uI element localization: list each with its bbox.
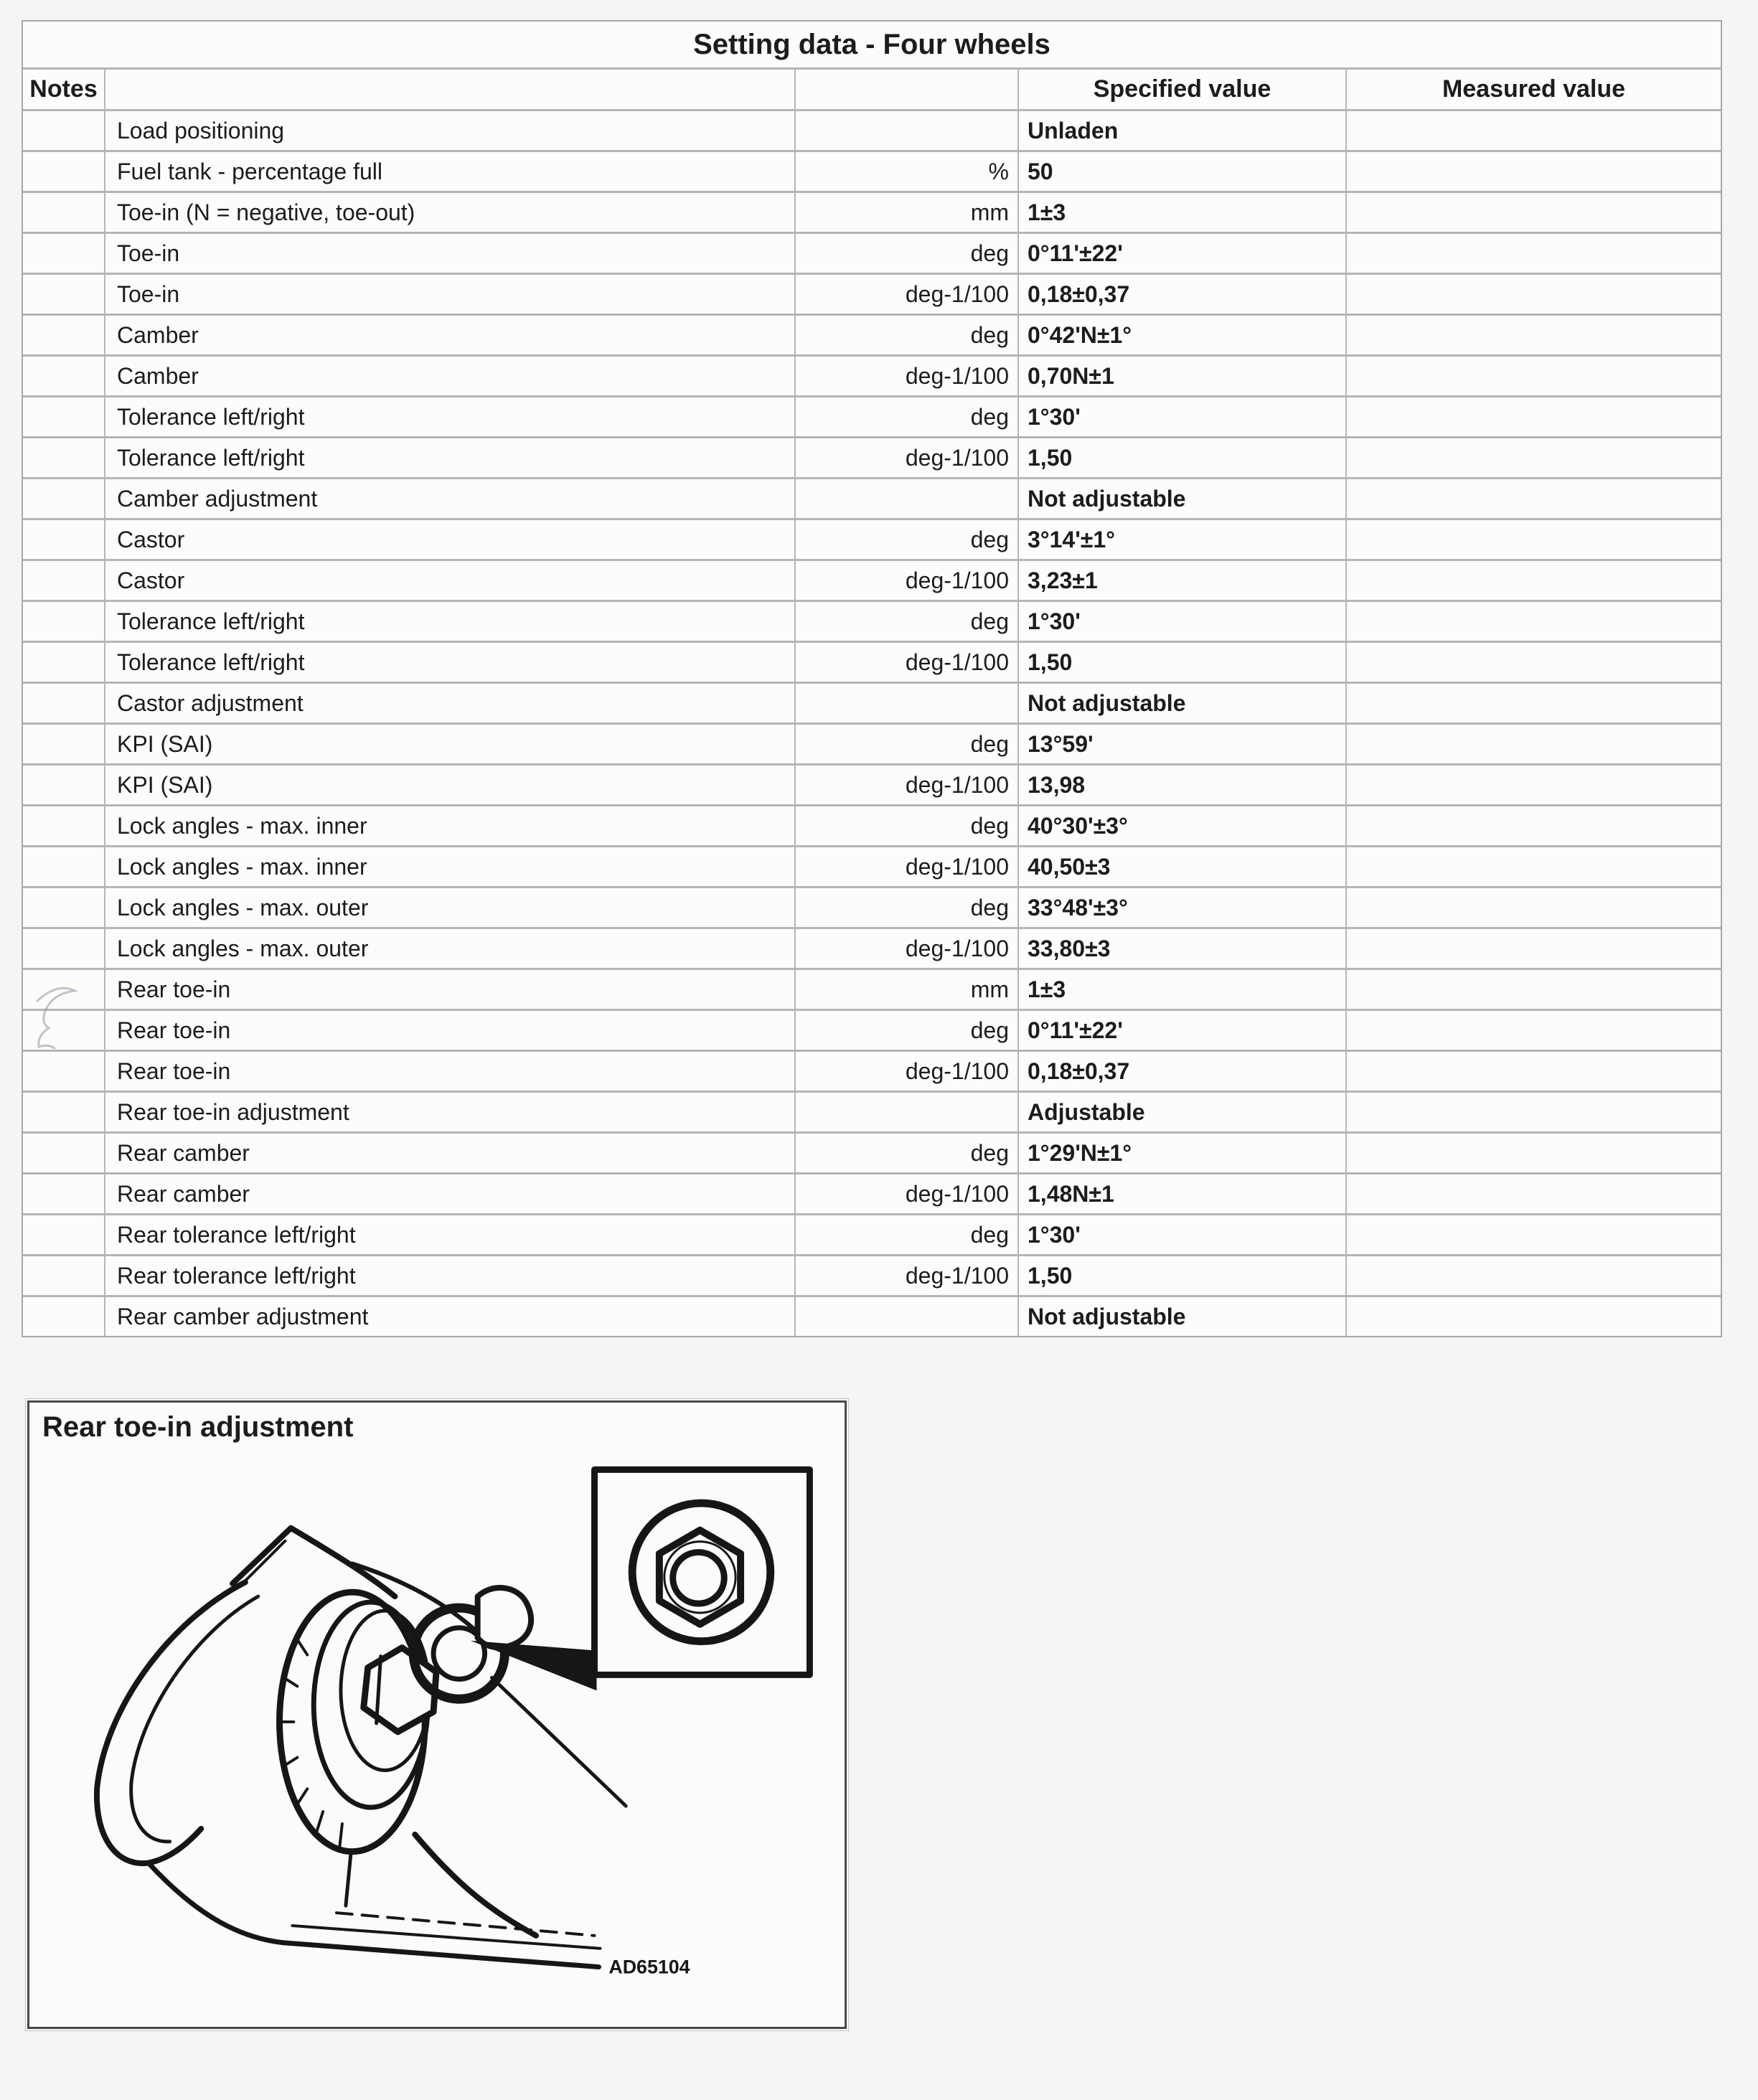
measured-value-cell bbox=[1347, 1093, 1721, 1131]
table-row bbox=[23, 397, 1721, 438]
measured-value-cell bbox=[1347, 1134, 1721, 1172]
table-row bbox=[23, 1011, 1721, 1052]
specified-value: Not adjustable bbox=[1019, 1297, 1347, 1336]
table-row bbox=[23, 1134, 1721, 1174]
table-row bbox=[23, 234, 1721, 275]
specified-value: 3°14'±1° bbox=[1019, 520, 1347, 559]
table-title-row bbox=[23, 22, 1721, 70]
parameter-label: Toe-in bbox=[105, 275, 796, 314]
measured-value-cell bbox=[1347, 1011, 1721, 1050]
table-title: Setting data - Four wheels bbox=[693, 28, 1050, 60]
measured-value-cell bbox=[1347, 602, 1721, 641]
measured-value-cell bbox=[1347, 397, 1721, 436]
notes-cell bbox=[23, 766, 105, 804]
parameter-label: Lock angles - max. inner bbox=[105, 806, 796, 845]
unit-label bbox=[796, 1297, 1019, 1336]
unit-label: mm bbox=[796, 970, 1019, 1009]
unit-label: deg bbox=[796, 602, 1019, 641]
parameter-label: Tolerance left/right bbox=[105, 438, 796, 477]
notes-cell bbox=[23, 1093, 105, 1131]
parameter-label: Castor bbox=[105, 561, 796, 600]
dial-index-pointer bbox=[346, 1855, 351, 1906]
specified-value: 1°29'N±1° bbox=[1019, 1134, 1347, 1172]
parameter-label: Rear camber bbox=[105, 1174, 796, 1213]
parameter-label: Fuel tank - percentage full bbox=[105, 152, 796, 191]
specified-value: 13,98 bbox=[1019, 766, 1347, 804]
unit-label: deg-1/100 bbox=[796, 1052, 1019, 1091]
measured-value-cell bbox=[1347, 806, 1721, 845]
parameter-label: Lock angles - max. outer bbox=[105, 888, 796, 927]
table-row bbox=[23, 357, 1721, 397]
dial-tick-marks bbox=[280, 1639, 342, 1850]
unit-label: deg bbox=[796, 397, 1019, 436]
table-row bbox=[23, 1174, 1721, 1215]
measured-value-cell bbox=[1347, 970, 1721, 1009]
specified-value: 0,18±0,37 bbox=[1019, 275, 1347, 314]
unit-label: deg bbox=[796, 725, 1019, 763]
specified-value: 0°11'±22' bbox=[1019, 1011, 1347, 1050]
notes-cell bbox=[23, 1215, 105, 1254]
unit-label: deg bbox=[796, 1215, 1019, 1254]
table-row bbox=[23, 438, 1721, 479]
table-row bbox=[23, 970, 1721, 1011]
parameter-label: Toe-in (N = negative, toe-out) bbox=[105, 193, 796, 232]
table-row bbox=[23, 1297, 1721, 1336]
specified-value: Not adjustable bbox=[1019, 684, 1347, 722]
parameter-label: Rear toe-in adjustment bbox=[105, 1093, 796, 1131]
table-row bbox=[23, 643, 1721, 684]
table-row bbox=[23, 1256, 1721, 1297]
notes-cell bbox=[23, 847, 105, 886]
bolt-tip bbox=[478, 1588, 531, 1647]
specified-value: 0,18±0,37 bbox=[1019, 1052, 1347, 1091]
notes-cell bbox=[23, 1134, 105, 1172]
unit-label: % bbox=[796, 152, 1019, 191]
magnifier-inset bbox=[594, 1469, 809, 1675]
notes-cell bbox=[23, 1174, 105, 1213]
table-row bbox=[23, 602, 1721, 643]
table-row bbox=[23, 766, 1721, 806]
specified-value: 13°59' bbox=[1019, 725, 1347, 763]
measured-value-cell bbox=[1347, 234, 1721, 273]
column-header-notes: Notes bbox=[23, 70, 105, 109]
unit-label: deg bbox=[796, 888, 1019, 927]
notes-cell bbox=[23, 397, 105, 436]
unit-label: deg-1/100 bbox=[796, 357, 1019, 395]
unit-label: deg bbox=[796, 1134, 1019, 1172]
measured-value-cell bbox=[1347, 193, 1721, 232]
measured-value-cell bbox=[1347, 1256, 1721, 1295]
unit-label: deg bbox=[796, 520, 1019, 559]
specified-value: 40,50±3 bbox=[1019, 847, 1347, 886]
unit-label bbox=[796, 479, 1019, 518]
table-row bbox=[23, 561, 1721, 602]
specified-value: 1°30' bbox=[1019, 602, 1347, 641]
specified-value: 1,48N±1 bbox=[1019, 1174, 1347, 1213]
unit-label: deg bbox=[796, 316, 1019, 354]
specified-value: 1°30' bbox=[1019, 1215, 1347, 1254]
table-row bbox=[23, 725, 1721, 766]
specified-value: Not adjustable bbox=[1019, 479, 1347, 518]
specified-value: 1±3 bbox=[1019, 970, 1347, 1009]
unit-label: deg-1/100 bbox=[796, 766, 1019, 804]
unit-label: deg-1/100 bbox=[796, 1174, 1019, 1213]
parameter-label: Tolerance left/right bbox=[105, 643, 796, 682]
table-row bbox=[23, 806, 1721, 847]
parameter-label: Load positioning bbox=[105, 111, 796, 150]
notes-cell bbox=[23, 438, 105, 477]
specified-value: 1,50 bbox=[1019, 1256, 1347, 1295]
column-header-unit bbox=[796, 70, 1019, 109]
table-row bbox=[23, 847, 1721, 888]
rear-toe-in-diagram bbox=[29, 1403, 845, 2027]
column-header-measured: Measured value bbox=[1442, 75, 1626, 103]
parameter-label: Rear toe-in bbox=[105, 1011, 796, 1050]
parameter-label: Rear camber adjustment bbox=[105, 1297, 796, 1336]
notes-cell bbox=[23, 520, 105, 559]
table-row bbox=[23, 1052, 1721, 1093]
table-row bbox=[23, 929, 1721, 970]
parameter-label: KPI (SAI) bbox=[105, 766, 796, 804]
specified-value: 1°30' bbox=[1019, 397, 1347, 436]
measured-value-cell bbox=[1347, 888, 1721, 927]
unit-label: deg-1/100 bbox=[796, 561, 1019, 600]
parameter-label: Tolerance left/right bbox=[105, 397, 796, 436]
parameter-label: Castor bbox=[105, 520, 796, 559]
unit-label: deg-1/100 bbox=[796, 929, 1019, 968]
specified-value: 33°48'±3° bbox=[1019, 888, 1347, 927]
notes-cell bbox=[23, 275, 105, 314]
table-header-row bbox=[23, 70, 1721, 111]
notes-cell bbox=[23, 684, 105, 722]
parameter-label: Rear toe-in bbox=[105, 1052, 796, 1091]
notes-cell bbox=[23, 929, 105, 968]
specified-value: 1,50 bbox=[1019, 643, 1347, 682]
unit-label: deg bbox=[796, 234, 1019, 273]
measured-value-cell bbox=[1347, 152, 1721, 191]
measured-value-cell bbox=[1347, 684, 1721, 722]
parameter-label: Camber adjustment bbox=[105, 479, 796, 518]
notes-cell bbox=[23, 111, 105, 150]
parameter-label: Rear toe-in bbox=[105, 970, 796, 1009]
specified-value: 1±3 bbox=[1019, 193, 1347, 232]
specified-value: 40°30'±3° bbox=[1019, 806, 1347, 845]
unit-label bbox=[796, 111, 1019, 150]
table-body bbox=[23, 111, 1721, 1336]
notes-cell bbox=[23, 1256, 105, 1295]
measured-value-cell bbox=[1347, 479, 1721, 518]
figure-rear-toe-in-adjustment bbox=[27, 1400, 847, 2029]
notes-cell bbox=[23, 1297, 105, 1336]
table-row bbox=[23, 111, 1721, 152]
table-row bbox=[23, 1215, 1721, 1256]
unit-label: deg-1/100 bbox=[796, 438, 1019, 477]
notes-cell bbox=[23, 888, 105, 927]
measured-value-cell bbox=[1347, 520, 1721, 559]
unit-label bbox=[796, 1093, 1019, 1131]
parameter-label: KPI (SAI) bbox=[105, 725, 796, 763]
notes-cell bbox=[23, 725, 105, 763]
measured-value-cell bbox=[1347, 766, 1721, 804]
table-row bbox=[23, 479, 1721, 520]
notes-cell bbox=[23, 234, 105, 273]
notes-cell bbox=[23, 561, 105, 600]
notes-cell bbox=[23, 316, 105, 354]
column-header-parameter bbox=[105, 70, 796, 109]
parameter-label: Rear tolerance left/right bbox=[105, 1256, 796, 1295]
table-row bbox=[23, 193, 1721, 234]
parameter-label: Lock angles - max. outer bbox=[105, 929, 796, 968]
measured-value-cell bbox=[1347, 929, 1721, 968]
unit-label bbox=[796, 684, 1019, 722]
unit-label: deg bbox=[796, 1011, 1019, 1050]
measured-value-cell bbox=[1347, 847, 1721, 886]
figure-title: Rear toe-in adjustment bbox=[42, 1411, 354, 1443]
measured-value-cell bbox=[1347, 357, 1721, 395]
measured-value-cell bbox=[1347, 275, 1721, 314]
notes-cell bbox=[23, 479, 105, 518]
specified-value: Unladen bbox=[1019, 111, 1347, 150]
unit-label: deg-1/100 bbox=[796, 1256, 1019, 1295]
cam-adjuster-dial bbox=[280, 1592, 430, 1906]
parameter-label: Rear tolerance left/right bbox=[105, 1215, 796, 1254]
pencil-mark bbox=[27, 972, 121, 1065]
notes-cell bbox=[23, 643, 105, 682]
specified-value: 33,80±3 bbox=[1019, 929, 1347, 968]
measured-value-cell bbox=[1347, 1297, 1721, 1336]
notes-cell bbox=[23, 806, 105, 845]
specified-value: 0°11'±22' bbox=[1019, 234, 1347, 273]
specified-value: 0,70N±1 bbox=[1019, 357, 1347, 395]
notes-cell bbox=[23, 602, 105, 641]
measured-value-cell bbox=[1347, 111, 1721, 150]
specified-value: 50 bbox=[1019, 152, 1347, 191]
specified-value: 1,50 bbox=[1019, 438, 1347, 477]
measured-value-cell bbox=[1347, 1052, 1721, 1091]
unit-label: deg-1/100 bbox=[796, 643, 1019, 682]
unit-label: deg bbox=[796, 806, 1019, 845]
table-row bbox=[23, 1093, 1721, 1134]
table-row bbox=[23, 316, 1721, 357]
table-row bbox=[23, 152, 1721, 193]
specified-value: Adjustable bbox=[1019, 1093, 1347, 1131]
unit-label: deg-1/100 bbox=[796, 847, 1019, 886]
parameter-label: Camber bbox=[105, 357, 796, 395]
measured-value-cell bbox=[1347, 643, 1721, 682]
leader-line bbox=[492, 1677, 626, 1806]
unit-label: mm bbox=[796, 193, 1019, 232]
measured-value-cell bbox=[1347, 725, 1721, 763]
parameter-label: Castor adjustment bbox=[105, 684, 796, 722]
specified-value: 0°42'N±1° bbox=[1019, 316, 1347, 354]
unit-label: deg-1/100 bbox=[796, 275, 1019, 314]
parameter-label: Lock angles - max. inner bbox=[105, 847, 796, 886]
notes-cell bbox=[23, 357, 105, 395]
figure-code-label: AD65104 bbox=[608, 1956, 690, 1978]
parameter-label: Toe-in bbox=[105, 234, 796, 273]
parameter-label: Rear camber bbox=[105, 1134, 796, 1172]
column-header-specified: Specified value bbox=[1019, 70, 1347, 109]
notes-cell bbox=[23, 193, 105, 232]
measured-value-cell bbox=[1347, 561, 1721, 600]
parameter-label: Camber bbox=[105, 316, 796, 354]
measured-value-cell bbox=[1347, 1215, 1721, 1254]
table-row bbox=[23, 520, 1721, 561]
table-row bbox=[23, 888, 1721, 929]
setting-data-table bbox=[22, 20, 1722, 1337]
parameter-label: Tolerance left/right bbox=[105, 602, 796, 641]
table-row bbox=[23, 684, 1721, 725]
notes-cell bbox=[23, 152, 105, 191]
table-row bbox=[23, 275, 1721, 316]
specified-value: 3,23±1 bbox=[1019, 561, 1347, 600]
measured-value-cell bbox=[1347, 316, 1721, 354]
measured-value-cell bbox=[1347, 1174, 1721, 1213]
measured-value-cell bbox=[1347, 438, 1721, 477]
